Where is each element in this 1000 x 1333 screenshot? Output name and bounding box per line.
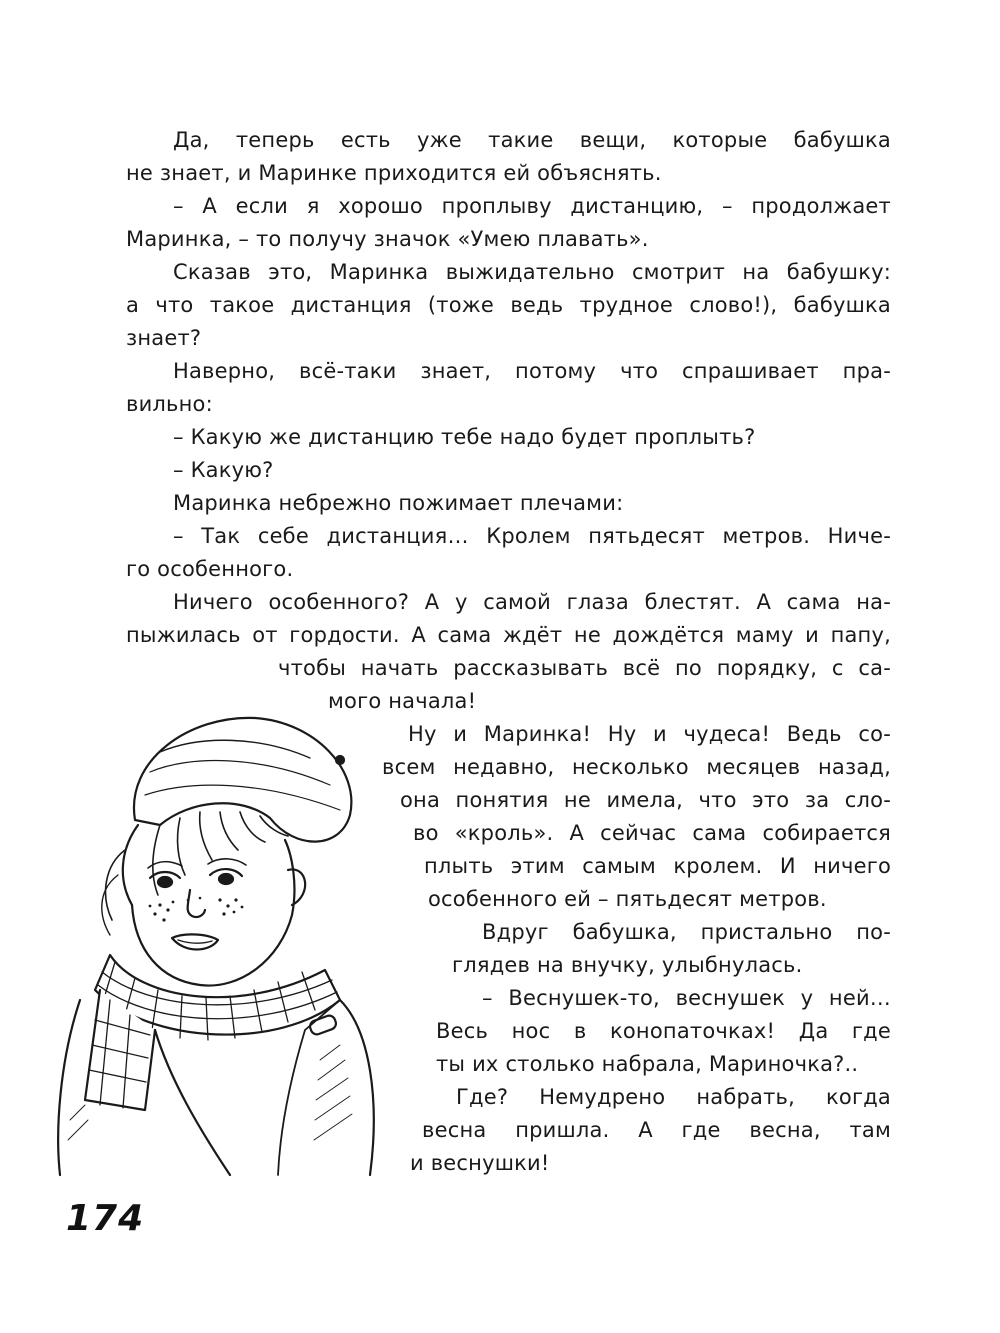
- text-line: знает?: [126, 326, 202, 350]
- text-line: Весь нос в конопаточках! Да где: [436, 1019, 891, 1043]
- text-line: – Какую же дистанцию тебе надо будет проплыть?: [173, 425, 756, 449]
- text-line: плыть этим самым кролем. И ничего: [424, 854, 891, 878]
- text-line: глядев на внучку, улыбнулась.: [452, 953, 803, 977]
- text-line: Где? Немудрено набрать, когда: [456, 1085, 891, 1109]
- text-line: Маринка небрежно пожимает плечами:: [173, 491, 624, 515]
- text-line: особенного ей – пятьдесят метров.: [428, 887, 827, 911]
- text-line: Наверно, всё-таки знает, потому что спрашивает пра-: [173, 359, 891, 383]
- girl-in-beret-illustration: [40, 700, 390, 1180]
- page-number: 174: [66, 1198, 145, 1239]
- text-line: она понятия не имела, что это за сло-: [400, 788, 891, 812]
- text-line: а что такое дистанция (тоже ведь трудное слово!), бабушка: [126, 293, 891, 317]
- text-line: во «кроль». А сейчас сама собирается: [413, 821, 891, 845]
- text-line: – Веснушек-то, веснушек у ней…: [482, 986, 891, 1010]
- text-line: вильно:: [126, 392, 213, 416]
- text-line: мого начала!: [328, 689, 477, 713]
- text-line: Да, теперь есть уже такие вещи, которые бабушка: [173, 128, 891, 152]
- text-line: – Так себе дистанция… Кролем пятьдесят метров. Ниче-: [173, 524, 891, 548]
- text-line: пыжилась от гордости. А сама ждёт не дождётся маму и папу,: [126, 623, 891, 647]
- text-line: всем недавно, несколько месяцев назад,: [382, 755, 891, 779]
- text-line: чтобы начать рассказывать всё по порядку, с са-: [278, 656, 891, 680]
- text-line: весна пришла. А где весна, там: [422, 1118, 891, 1142]
- text-line: и веснушки!: [410, 1151, 550, 1175]
- text-line: – А если я хорошо проплыву дистанцию, – продолжает: [173, 194, 891, 218]
- text-line: ты их столько набрала, Мариночка?..: [436, 1052, 859, 1076]
- text-line: не знает, и Маринке приходится ей объяснять.: [126, 161, 662, 185]
- text-line: Вдруг бабушка, пристально по-: [482, 920, 891, 944]
- text-line: Ну и Маринка! Ну и чудеса! Ведь со-: [408, 722, 891, 746]
- text-line: Ничего особенного? А у самой глаза блестят. А сама на-: [173, 590, 891, 614]
- text-line: го особенного.: [126, 557, 294, 581]
- text-line: Маринка, – то получу значок «Умею плавать».: [126, 227, 649, 251]
- text-line: Сказав это, Маринка выжидательно смотрит на бабушку:: [173, 260, 891, 284]
- text-line: – Какую?: [173, 458, 274, 482]
